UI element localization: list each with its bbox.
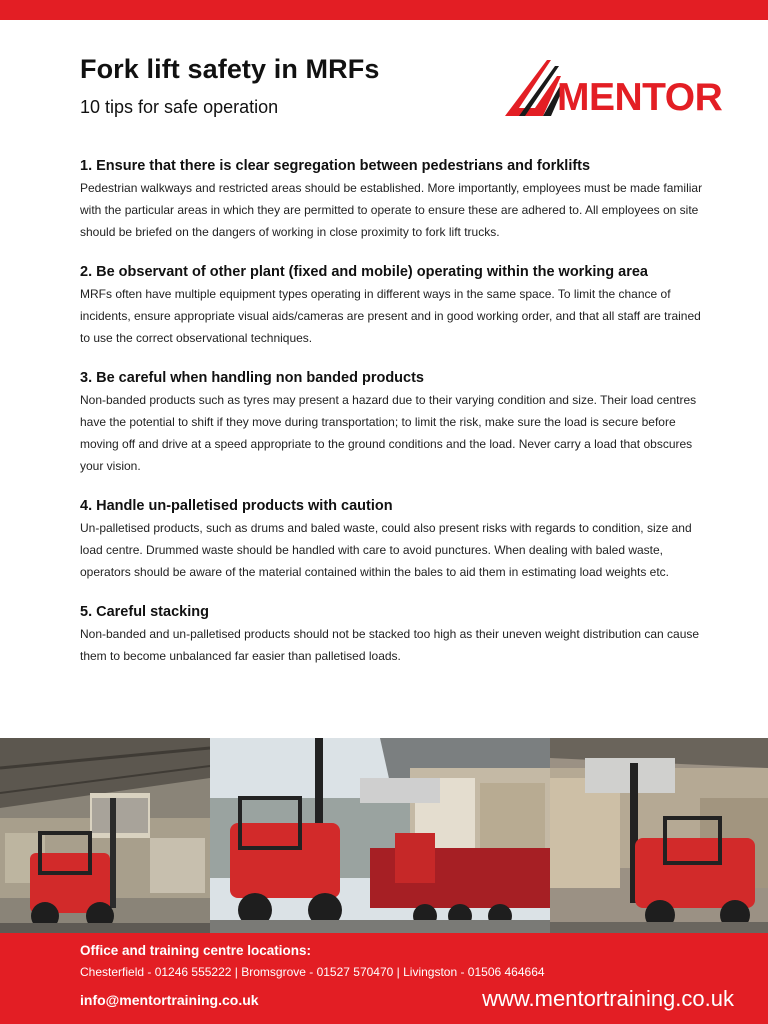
tip-item: [80, 262, 705, 349]
tip-body: Non-banded and un-palletised products should not be stacked too high as their uneven weight distribution can cause them to become unbalanced far easier than palletised loads.: [80, 627, 700, 663]
website-link[interactable]: www.mentortraining.co.uk: [482, 986, 734, 1011]
tip-item: [80, 368, 705, 477]
tip-heading: 3. Be careful when handling non banded products: [80, 370, 424, 386]
document-subtitle: 10 tips for safe operation: [80, 97, 279, 117]
tip-heading: 2. Be observant of other plant (fixed and mobile) operating within the working area: [80, 264, 648, 280]
footer: [0, 933, 768, 1024]
tip-heading: 1. Ensure that there is clear segregation between pedestrians and forklifts: [80, 158, 591, 174]
logo-text: MENTOR: [557, 76, 723, 119]
tip-body: Un-palletised products, such as drums and baled waste, could also present risks with regards to condition, size and load centre. Drummed waste should be handled with care to avoid punctures. When dealing with baled waste, operators should be aware of the material contained within the bales to aid them in estimating load weights etc.: [80, 521, 692, 579]
tip-heading: 4. Handle un-palletised products with caution: [80, 498, 393, 514]
footer-heading: Office and training centre locations:: [80, 943, 312, 958]
photo-strip: [0, 738, 768, 933]
tip-item: [80, 496, 705, 583]
tip-item: [80, 156, 705, 243]
tips-list: [80, 156, 705, 686]
tip-item: [80, 602, 705, 667]
forklift-in-warehouse-photo: [0, 738, 210, 933]
contact-email-link[interactable]: info@mentortraining.co.uk: [80, 992, 259, 1008]
top-accent-bar: [0, 0, 768, 20]
forklift-with-bale-clamp-photo: [550, 738, 768, 933]
forklift-loading-truck-photo: [210, 738, 550, 933]
tip-body: MRFs often have multiple equipment types operating in different ways in the same space. To limit the chance of incidents, ensure appropriate visual aids/cameras are present and in good working order, and that all staff are trained to use the correct observational techniques.: [80, 287, 701, 345]
document-title: Fork lift safety in MRFs: [80, 54, 380, 84]
mentor-logo: [505, 56, 723, 120]
tip-heading: 5. Careful stacking: [80, 604, 209, 620]
tip-body: Pedestrian walkways and restricted areas should be established. More importantly, employees must be made familiar with the particular areas in which they are permitted to operate to ensure these are adhered to. All employees on site should be briefed on the dangers of working in close proximity to fork lift trucks.: [80, 181, 703, 239]
office-locations: Chesterfield - 01246 555222 | Bromsgrove - 01527 570470 | Livingston - 01506 464664: [80, 965, 545, 979]
tip-body: Non-banded products such as tyres may present a hazard due to their varying condition and size. Their load centres have the potential to shift if they move during transportation; to limit the risk, make sure the load is secure before moving off and drive at a speed appropriate to the ground conditions and the load. Never carry a load that obscures your vision.: [80, 393, 697, 473]
